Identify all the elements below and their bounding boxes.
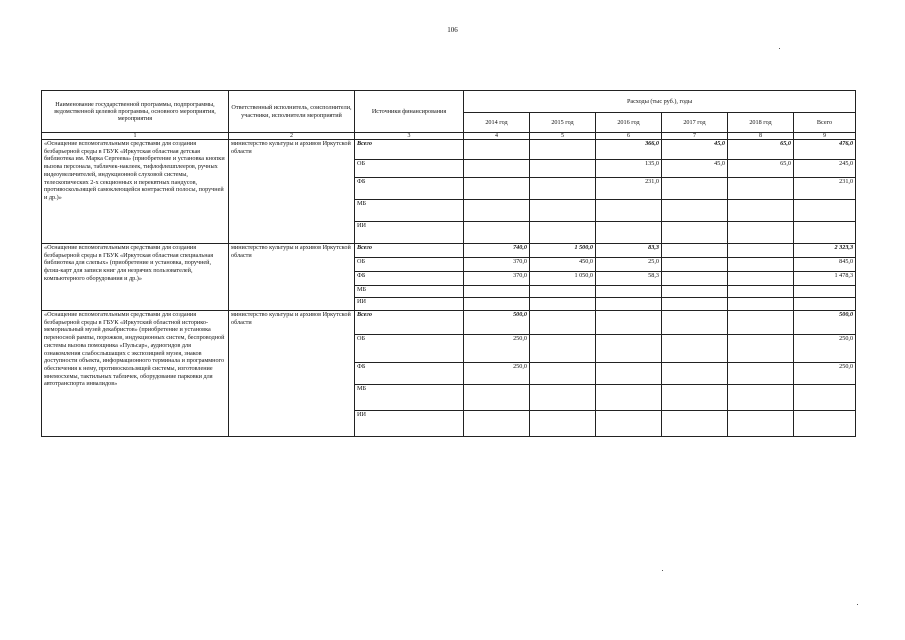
amount-cell [728, 411, 794, 437]
amount-cell: 370,0 [464, 258, 530, 272]
amount-cell: 250,0 [794, 335, 856, 363]
amount-cell: 740,0 [464, 244, 530, 258]
amount-cell [596, 298, 662, 311]
column-number: 5 [530, 133, 596, 140]
amount-cell: 450,0 [530, 258, 596, 272]
funding-source: ФБ [355, 363, 464, 385]
amount-cell: 250,0 [464, 363, 530, 385]
amount-cell [728, 363, 794, 385]
funding-source: ФБ [355, 272, 464, 286]
executor-name: министерство культуры и архивов Иркутской области [229, 311, 355, 437]
amount-cell [794, 298, 856, 311]
amount-cell [464, 140, 530, 160]
amount-cell: 231,0 [596, 178, 662, 200]
amount-cell: 500,0 [794, 311, 856, 335]
amount-cell [596, 200, 662, 222]
amount-cell [662, 244, 728, 258]
amount-cell [662, 298, 728, 311]
amount-cell: 58,3 [596, 272, 662, 286]
amount-cell: 65,0 [728, 140, 794, 160]
measure-name: «Оснащение вспомогательными средствами для создания безбарьерной среды в ГБУК «Иркутская областная специальная библиотека для слепых» (приобретение и установка, поручней, флэш-карт для записи книг для незрячих пользователей, компьютерного оборудования и др.)» [42, 244, 229, 311]
amount-cell [662, 272, 728, 286]
funding-source: ИИ [355, 411, 464, 437]
column-number: 2 [229, 133, 355, 140]
amount-cell [794, 286, 856, 298]
executor-name: министерство культуры и архивов Иркутской области [229, 244, 355, 311]
amount-cell [794, 411, 856, 437]
column-number: 9 [794, 133, 856, 140]
amount-cell [596, 335, 662, 363]
column-number: 3 [355, 133, 464, 140]
amount-cell [596, 222, 662, 244]
amount-cell: 2 323,3 [794, 244, 856, 258]
amount-cell [662, 222, 728, 244]
amount-cell [530, 335, 596, 363]
amount-cell: 45,0 [662, 140, 728, 160]
header-year: 2017 год [662, 113, 728, 133]
amount-cell: 845,0 [794, 258, 856, 272]
amount-cell: 245,0 [794, 160, 856, 178]
scan-speck [779, 48, 780, 49]
amount-cell [530, 200, 596, 222]
amount-cell [728, 311, 794, 335]
funding-source: МБ [355, 286, 464, 298]
amount-cell [662, 385, 728, 411]
amount-cell [530, 178, 596, 200]
amount-cell: 25,0 [596, 258, 662, 272]
amount-cell: 45,0 [662, 160, 728, 178]
amount-cell [662, 411, 728, 437]
amount-cell [464, 286, 530, 298]
amount-cell [662, 258, 728, 272]
amount-cell [728, 244, 794, 258]
amount-cell [530, 363, 596, 385]
amount-cell [662, 286, 728, 298]
scan-speck [662, 570, 663, 571]
amount-cell [728, 286, 794, 298]
amount-cell [728, 335, 794, 363]
column-number-row [42, 133, 856, 140]
amount-cell: 135,0 [596, 160, 662, 178]
amount-cell [596, 385, 662, 411]
amount-cell [662, 363, 728, 385]
amount-cell [530, 411, 596, 437]
amount-cell: 476,0 [794, 140, 856, 160]
amount-cell: 250,0 [794, 363, 856, 385]
funding-source: ФБ [355, 178, 464, 200]
amount-cell: 1 050,0 [530, 272, 596, 286]
header-name: Наименование государственной программы, подпрограммы, ведомственной целевой программы, основного мероприятия, мероприятия [42, 91, 229, 133]
amount-cell [530, 311, 596, 335]
amount-cell [728, 258, 794, 272]
column-number: 1 [42, 133, 229, 140]
amount-cell: 250,0 [464, 335, 530, 363]
amount-cell [530, 385, 596, 411]
column-number: 6 [596, 133, 662, 140]
amount-cell [596, 311, 662, 335]
amount-cell [728, 298, 794, 311]
amount-cell: 65,0 [728, 160, 794, 178]
amount-cell [794, 200, 856, 222]
amount-cell [728, 178, 794, 200]
amount-cell [728, 200, 794, 222]
column-number: 7 [662, 133, 728, 140]
header-year: 2015 год [530, 113, 596, 133]
amount-cell [530, 222, 596, 244]
amount-cell: 231,0 [794, 178, 856, 200]
measure-name: «Оснащение вспомогательными средствами для создания безбарьерной среды в ГБУК «Иркутский областной историко-мемориальный музей декабристов» (приобретение и установка переносной рампы, порожков, индукционных систем, беспроводной системы вызова помощника «Пульсар», аудиогидов для ознакомления слабослышащих с экспозицией музея, знаков доступности объекта, информационного терминала и программного обеспечения к нему, противоскользящей системы, изготовление мнемосхемы, тактильных табличек, оборудование парковки для автотранспорта инвалидов» [42, 311, 229, 437]
page-number: 106 [447, 26, 458, 34]
amount-cell [662, 311, 728, 335]
measure-name: «Оснащение вспомогательными средствами для создания безбарьерной среды в ГБУК «Иркутская областная детская библиотека им. Марка Сергеева» (приобретение и установка кнопки вызова персонала, табличек-наклеек, тифлофлешплееров, ручных видеоувеличителей, индукционной слуховой системы, телескопических 2-х секционных и переквтных пандусов, противоскользящей самоклеющейся контрастной полосы, поручней и др.)» [42, 140, 229, 244]
amount-cell [464, 411, 530, 437]
header-executor: Ответственный исполнитель, соисполнители, участники, исполнители мероприятий [229, 91, 355, 133]
amount-cell [728, 272, 794, 286]
funding-source: ОБ [355, 258, 464, 272]
amount-cell [530, 298, 596, 311]
amount-cell: 1 500,0 [530, 244, 596, 258]
amount-cell [794, 222, 856, 244]
table-row [42, 311, 856, 335]
amount-cell [596, 363, 662, 385]
funding-source: ОБ [355, 160, 464, 178]
funding-source: МБ [355, 200, 464, 222]
header-year: 2018 год [728, 113, 794, 133]
funding-source: ИИ [355, 298, 464, 311]
amount-cell [662, 335, 728, 363]
amount-cell [464, 385, 530, 411]
executor-name: министерство культуры и архивов Иркутской области [229, 140, 355, 244]
amount-cell [728, 385, 794, 411]
funding-source: Всего [355, 244, 464, 258]
amount-cell [662, 200, 728, 222]
amount-cell [464, 160, 530, 178]
header-year: Всего [794, 113, 856, 133]
funding-source: Всего [355, 140, 464, 160]
amount-cell [728, 222, 794, 244]
header-expenses: Расходы (тыс руб.), годы [464, 91, 856, 113]
budget-table [41, 90, 856, 437]
amount-cell [530, 160, 596, 178]
column-number: 8 [728, 133, 794, 140]
amount-cell [464, 200, 530, 222]
amount-cell: 1 478,3 [794, 272, 856, 286]
amount-cell: 370,0 [464, 272, 530, 286]
amount-cell [464, 298, 530, 311]
amount-cell [794, 385, 856, 411]
funding-source: ИИ [355, 222, 464, 244]
table-row [42, 140, 856, 160]
amount-cell [464, 178, 530, 200]
table-row [42, 244, 856, 258]
funding-source: Всего [355, 311, 464, 335]
column-number: 4 [464, 133, 530, 140]
funding-source: МБ [355, 385, 464, 411]
amount-cell: 366,0 [596, 140, 662, 160]
table-body [42, 140, 856, 437]
amount-cell [530, 140, 596, 160]
amount-cell [662, 178, 728, 200]
header-year: 2014 год [464, 113, 530, 133]
funding-source: ОБ [355, 335, 464, 363]
amount-cell [464, 222, 530, 244]
header-source: Источники финансирования [355, 91, 464, 133]
amount-cell [596, 411, 662, 437]
amount-cell: 83,3 [596, 244, 662, 258]
table-header [42, 91, 856, 140]
amount-cell [596, 286, 662, 298]
scan-speck [857, 604, 858, 605]
amount-cell [530, 286, 596, 298]
header-year: 2016 год [596, 113, 662, 133]
amount-cell: 500,0 [464, 311, 530, 335]
